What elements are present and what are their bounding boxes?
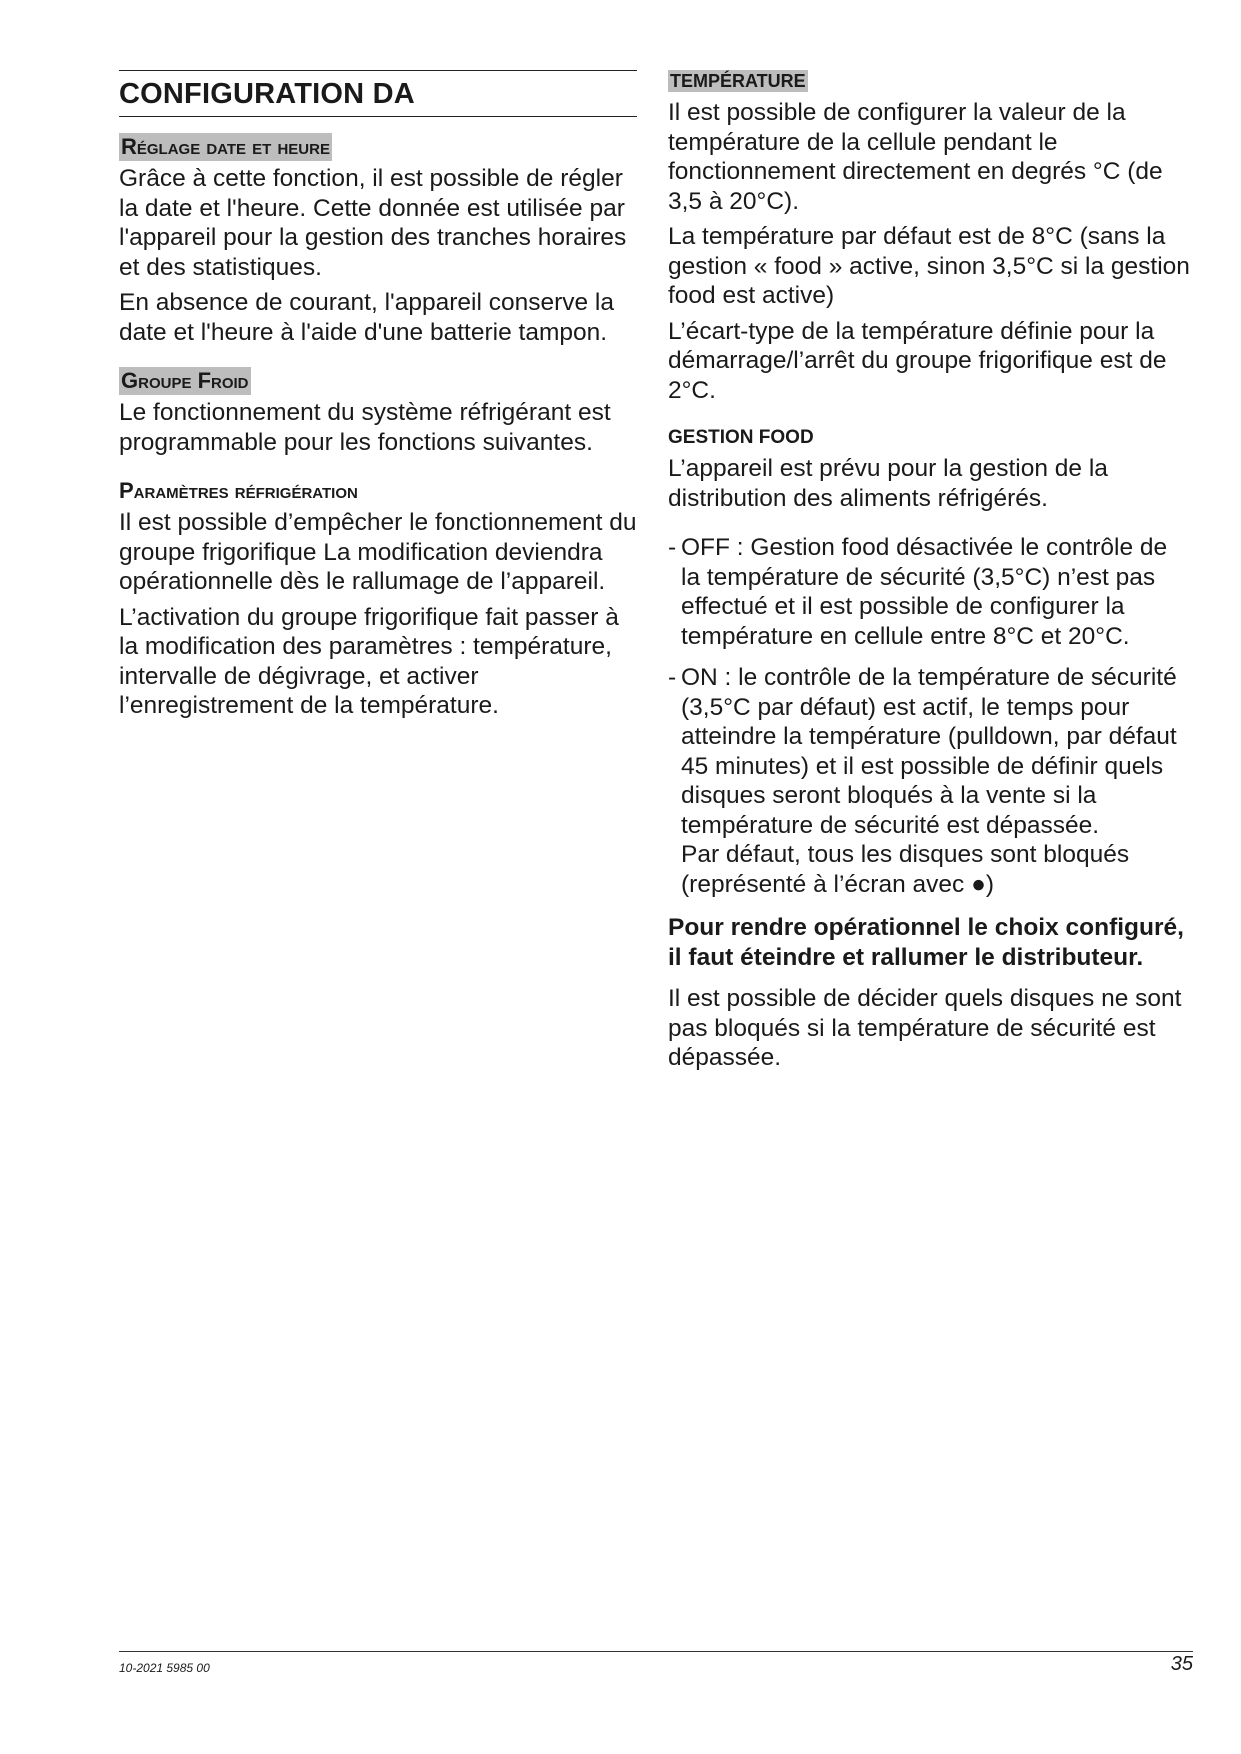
right-column [668, 70, 1193, 1079]
subheading-parametres: Paramètres réfrigération [119, 478, 358, 503]
reglage-paragraph-1: Grâce à cette fonction, il est possible de régler la date et l'heure. Cette donnée est utilisée par l'appareil pour la gestion des tranches horaires et des statistiques. [119, 165, 627, 281]
footer-divider [119, 1651, 1193, 1652]
section-heading-temperature: TEMPÉRATURE [670, 71, 806, 91]
temperature-paragraph-1: Il est possible de configurer la valeur de la température de la cellule pendant le fonctionnement directement en degrés °C (de 3,5 à 20°C). [668, 99, 1163, 215]
bold-note: Pour rendre opérationnel le choix configuré, il faut éteindre et rallumer le distributeur. [668, 914, 1184, 971]
parametres-paragraph-2: L’activation du groupe frigorifique fait passer à la modification des paramètres : température, intervalle de dégivrage, et activer l’enregistrement de la température. [119, 603, 619, 719]
subheading-gestion-food: GESTION FOOD [668, 427, 814, 448]
off-text: OFF : Gestion food désactivée le contrôle de la température de sécurité (3,5°C) n’est pas effectué et il est possible de configurer la température en cellule entre 8°C et 20°C. [681, 534, 1168, 650]
page-title-block [119, 70, 637, 117]
left-column [119, 70, 637, 727]
list-item-on [668, 663, 1193, 899]
section-heading-groupe-froid: Groupe Froid [121, 368, 249, 393]
section-heading-reglage: Réglage date et heure [121, 134, 330, 159]
groupe-froid-paragraph: Le fonctionnement du système réfrigérant est programmable pour les fonctions suivantes. [119, 399, 611, 456]
list-dash: - [668, 534, 677, 561]
list-dash: - [668, 664, 677, 691]
list-item-off [668, 533, 1193, 651]
temperature-paragraph-2: La température par défaut est de 8°C (sans la gestion « food » active, sinon 3,5°C si la gestion food est active) [668, 223, 1190, 309]
gestion-paragraph-last: Il est possible de décider quels disques ne sont pas bloqués si la température de sécurité est dépassée. [668, 985, 1182, 1071]
page-title: CONFIGURATION DA [119, 78, 415, 110]
reglage-paragraph-2: En absence de courant, l'appareil conserve la date et l'heure à l'aide d'une batterie tampon. [119, 289, 614, 346]
on-default-text: Par défaut, tous les disques sont bloqués (représenté à l’écran avec ●) [681, 841, 1130, 898]
parametres-paragraph-1: Il est possible d’empêcher le fonctionnement du groupe frigorifique La modification deviendra opérationnelle dès le rallumage de l’appareil. [119, 509, 637, 595]
gestion-paragraph-1: L’appareil est prévu pour la gestion de la distribution des aliments réfrigérés. [668, 455, 1108, 512]
page-number: 35 [1170, 1653, 1193, 1675]
temperature-paragraph-3: L’écart-type de la température définie pour la démarrage/l’arrêt du groupe frigorifique est de 2°C. [668, 317, 1167, 404]
on-text: ON : le contrôle de la température de sécurité (3,5°C par défaut) est actif, le temps pour atteindre la température (pulldown, par défaut 45 minutes) et il est possible de définir quels disques seront bloqués à la vente si la température de sécurité est dépassée. [681, 664, 1177, 839]
footer-doc-code: 10-2021 5985 00 [119, 1661, 210, 1675]
